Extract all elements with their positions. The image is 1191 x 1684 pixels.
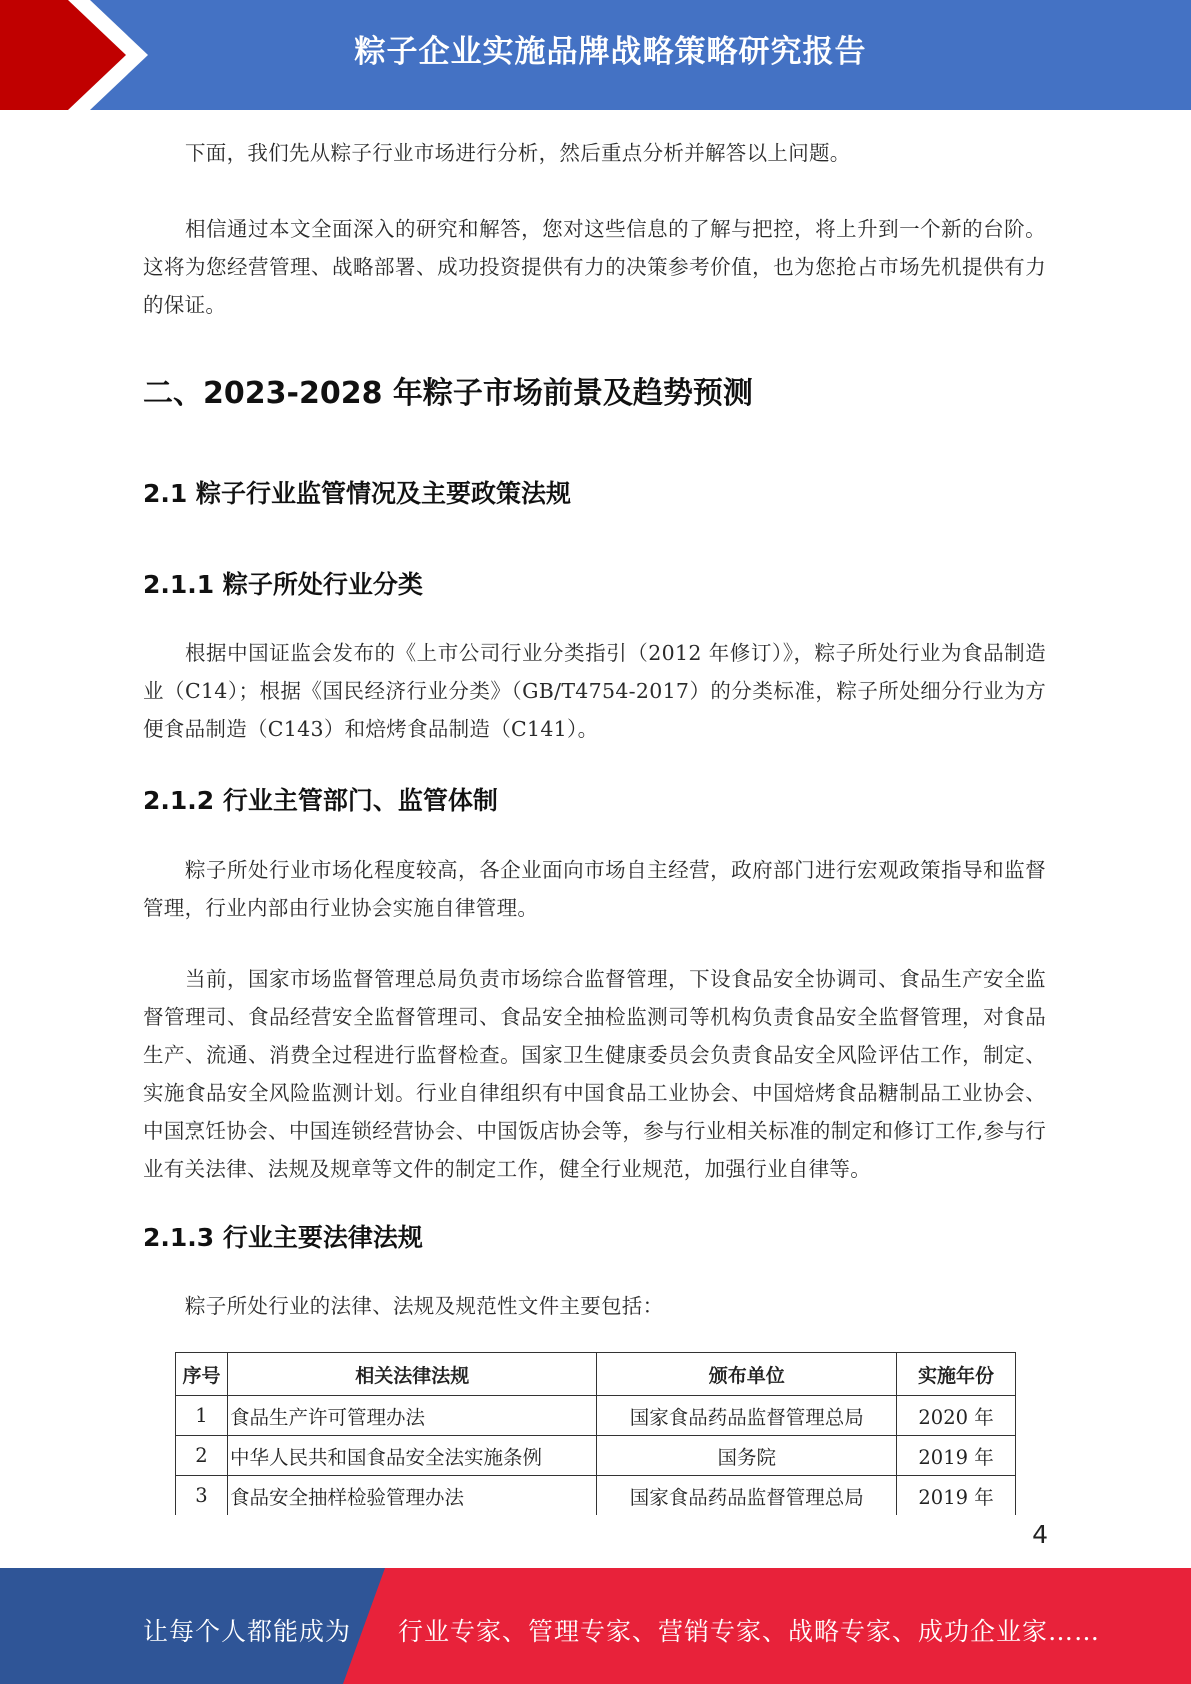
page-header <box>0 0 1191 110</box>
column-header-issuer: 颁布单位 <box>597 1353 897 1396</box>
table-row <box>176 1476 1016 1516</box>
cell-index: 3 <box>176 1476 228 1516</box>
table-header-row <box>176 1353 1016 1396</box>
subsection-heading-2-1-2: 2.1.2 行业主管部门、监管体制 <box>143 786 498 815</box>
cell-law: 食品生产许可管理办法 <box>227 1396 597 1436</box>
cell-index: 2 <box>176 1436 228 1476</box>
subsection-heading-2-1-3: 2.1.3 行业主要法律法规 <box>143 1223 423 1252</box>
table-row <box>176 1396 1016 1436</box>
page-footer <box>0 1568 1191 1684</box>
page-number: 4 <box>1032 1520 1048 1549</box>
cell-law: 食品安全抽样检验管理办法 <box>227 1476 597 1516</box>
footer-slogan-right: 行业专家、管理专家、营销专家、战略专家、成功企业家…… <box>398 1617 1101 1646</box>
column-header-index: 序号 <box>176 1353 228 1396</box>
cell-year: 2019 年 <box>897 1436 1016 1476</box>
column-header-law: 相关法律法规 <box>227 1353 597 1396</box>
section-heading: 二、2023-2028 年粽子市场前景及趋势预测 <box>143 376 753 411</box>
cell-law: 中华人民共和国食品安全法实施条例 <box>227 1436 597 1476</box>
intro-paragraph-1: 下面，我们先从粽子行业市场进行分析，然后重点分析并解答以上问题。 <box>185 141 851 165</box>
cell-year: 2020 年 <box>897 1396 1016 1436</box>
report-title: 粽子企业实施品牌战略策略研究报告 <box>354 34 867 70</box>
table-row <box>176 1436 1016 1476</box>
cell-index: 1 <box>176 1396 228 1436</box>
cell-year: 2019 年 <box>897 1476 1016 1516</box>
cell-issuer: 国家食品药品监督管理总局 <box>597 1396 897 1436</box>
subsection-heading-2-1: 2.1 粽子行业监管情况及主要政策法规 <box>143 479 571 508</box>
regulation-paragraph-1: 粽子所处行业市场化程度较高，各企业面向市场自主经营，政府部门进行宏观政策指导和监督管理，行业内部由行业协会实施自律管理。 <box>143 858 1046 920</box>
column-header-year: 实施年份 <box>897 1353 1016 1396</box>
regulation-paragraph-2: 当前，国家市场监督管理总局负责市场综合监督管理，下设食品安全协调司、食品生产安全监督管理司、食品经营安全监督管理司、食品安全抽检监测司等机构负责食品安全监督管理，对食品生产、流通、消费全过程进行监督检查。国家卫生健康委员会负责食品安全风险评估工作，制定、实施食品安全风险监测计划。行业自律组织有中国食品工业协会、中国焙烤食品糖制品工业协会、中国烹饪协会、中国连锁经营协会、中国饭店协会等，参与行业相关标准的制定和修订工作,参与行业有关法律、法规及规章等文件的制定工作，健全行业规范，加强行业自律等。 <box>143 967 1046 1181</box>
cell-issuer: 国家食品药品监督管理总局 <box>597 1476 897 1516</box>
cell-issuer: 国务院 <box>597 1436 897 1476</box>
intro-paragraph-2: 相信通过本文全面深入的研究和解答，您对这些信息的了解与把控，将上升到一个新的台阶。这将为您经营管理、战略部署、成功投资提供有力的决策参考价值，也为您抢占市场先机提供有力的保证。 <box>143 217 1046 317</box>
laws-table <box>175 1352 1016 1515</box>
footer-slogan-left: 让每个人都能成为 <box>143 1617 352 1646</box>
subsection-heading-2-1-1: 2.1.1 粽子所处行业分类 <box>143 570 423 599</box>
laws-intro-paragraph: 粽子所处行业的法律、法规及规范性文件主要包括： <box>185 1294 664 1318</box>
classification-paragraph: 根据中国证监会发布的《上市公司行业分类指引（2012 年修订）》，粽子所处行业为食品制造业（C14）；根据《国民经济行业分类》（GB/T4754-2017）的分类标准，粽子所处细分行业为方便食品制造（C143）和焙烤食品制造（C141）。 <box>143 641 1046 741</box>
